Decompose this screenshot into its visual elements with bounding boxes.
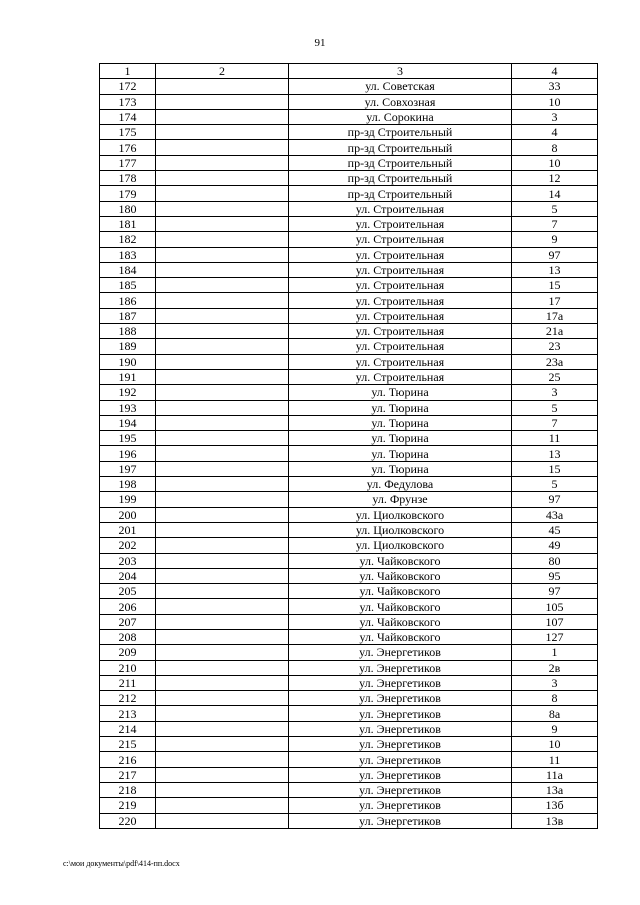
house-number: 45	[512, 522, 598, 537]
street-name: пр-зд Строительный	[289, 186, 512, 201]
table-row	[100, 247, 598, 262]
row-number: 182	[100, 232, 156, 247]
house-number: 80	[512, 553, 598, 568]
table-row	[100, 140, 598, 155]
house-number: 14	[512, 186, 598, 201]
empty-cell	[156, 400, 289, 415]
empty-cell	[156, 477, 289, 492]
house-number: 8	[512, 691, 598, 706]
street-name: ул. Совхозная	[289, 94, 512, 109]
house-number: 2в	[512, 660, 598, 675]
house-number: 15	[512, 278, 598, 293]
empty-cell	[156, 94, 289, 109]
table-row	[100, 201, 598, 216]
row-number: 174	[100, 109, 156, 124]
house-number: 23	[512, 339, 598, 354]
header-cell-2: 2	[156, 64, 289, 79]
empty-cell	[156, 308, 289, 323]
empty-cell	[156, 186, 289, 201]
row-number: 183	[100, 247, 156, 262]
house-number: 12	[512, 171, 598, 186]
house-number: 11а	[512, 767, 598, 782]
table-row	[100, 614, 598, 629]
house-number: 11	[512, 431, 598, 446]
row-number: 204	[100, 568, 156, 583]
row-number: 184	[100, 262, 156, 277]
empty-cell	[156, 507, 289, 522]
house-number: 3	[512, 675, 598, 690]
street-name: ул. Федулова	[289, 477, 512, 492]
table-row	[100, 737, 598, 752]
table-row	[100, 94, 598, 109]
street-name: ул. Тюрина	[289, 400, 512, 415]
house-number: 97	[512, 492, 598, 507]
street-name: ул. Строительная	[289, 262, 512, 277]
empty-cell	[156, 721, 289, 736]
street-name: ул. Чайковского	[289, 629, 512, 644]
street-name: ул. Чайковского	[289, 614, 512, 629]
house-number: 33	[512, 79, 598, 94]
house-number: 9	[512, 232, 598, 247]
house-number: 13а	[512, 782, 598, 797]
house-number: 13	[512, 446, 598, 461]
empty-cell	[156, 798, 289, 813]
empty-cell	[156, 813, 289, 828]
street-name: ул. Энергетиков	[289, 706, 512, 721]
row-number: 197	[100, 461, 156, 476]
row-number: 194	[100, 415, 156, 430]
table-row	[100, 171, 598, 186]
empty-cell	[156, 247, 289, 262]
empty-cell	[156, 369, 289, 384]
row-number: 220	[100, 813, 156, 828]
house-number: 9	[512, 721, 598, 736]
table-row	[100, 125, 598, 140]
table-row	[100, 568, 598, 583]
table-row	[100, 629, 598, 644]
empty-cell	[156, 354, 289, 369]
table-row	[100, 813, 598, 828]
street-name: ул. Строительная	[289, 247, 512, 262]
table-row	[100, 492, 598, 507]
house-number: 5	[512, 400, 598, 415]
empty-cell	[156, 645, 289, 660]
house-number: 13в	[512, 813, 598, 828]
empty-cell	[156, 782, 289, 797]
house-number: 127	[512, 629, 598, 644]
row-number: 192	[100, 385, 156, 400]
table-row	[100, 308, 598, 323]
row-number: 212	[100, 691, 156, 706]
street-name: ул. Тюрина	[289, 415, 512, 430]
table-row	[100, 400, 598, 415]
table-row	[100, 675, 598, 690]
empty-cell	[156, 385, 289, 400]
table-row	[100, 721, 598, 736]
table-row	[100, 522, 598, 537]
house-number: 7	[512, 415, 598, 430]
house-number: 95	[512, 568, 598, 583]
table-row	[100, 767, 598, 782]
street-name: ул. Энергетиков	[289, 675, 512, 690]
empty-cell	[156, 79, 289, 94]
table-row	[100, 584, 598, 599]
row-number: 209	[100, 645, 156, 660]
table-row	[100, 477, 598, 492]
empty-cell	[156, 737, 289, 752]
row-number: 173	[100, 94, 156, 109]
house-number: 1	[512, 645, 598, 660]
row-number: 191	[100, 369, 156, 384]
street-name: пр-зд Строительный	[289, 171, 512, 186]
street-name: ул. Циолковского	[289, 507, 512, 522]
house-number: 17а	[512, 308, 598, 323]
house-number: 97	[512, 247, 598, 262]
table-row	[100, 798, 598, 813]
row-number: 179	[100, 186, 156, 201]
empty-cell	[156, 675, 289, 690]
house-number: 10	[512, 155, 598, 170]
row-number: 207	[100, 614, 156, 629]
table-row	[100, 691, 598, 706]
row-number: 188	[100, 324, 156, 339]
street-name: ул. Чайковского	[289, 568, 512, 583]
row-number: 180	[100, 201, 156, 216]
empty-cell	[156, 538, 289, 553]
house-number: 5	[512, 201, 598, 216]
table-row	[100, 369, 598, 384]
row-number: 211	[100, 675, 156, 690]
street-name: ул. Строительная	[289, 278, 512, 293]
street-name: ул. Тюрина	[289, 431, 512, 446]
street-name: ул. Чайковского	[289, 599, 512, 614]
empty-cell	[156, 324, 289, 339]
street-name: ул. Энергетиков	[289, 752, 512, 767]
row-number: 201	[100, 522, 156, 537]
empty-cell	[156, 599, 289, 614]
table-row	[100, 79, 598, 94]
row-number: 195	[100, 431, 156, 446]
table-row	[100, 461, 598, 476]
street-name: ул. Строительная	[289, 201, 512, 216]
house-number: 8а	[512, 706, 598, 721]
empty-cell	[156, 201, 289, 216]
table-row	[100, 706, 598, 721]
street-name: ул. Энергетиков	[289, 737, 512, 752]
empty-cell	[156, 614, 289, 629]
row-number: 193	[100, 400, 156, 415]
row-number: 215	[100, 737, 156, 752]
row-number: 208	[100, 629, 156, 644]
table-row	[100, 109, 598, 124]
header-cell-1: 1	[100, 64, 156, 79]
street-name: ул. Энергетиков	[289, 691, 512, 706]
street-name: ул. Советская	[289, 79, 512, 94]
header-cell-4: 4	[512, 64, 598, 79]
table-row	[100, 599, 598, 614]
house-number: 43а	[512, 507, 598, 522]
street-name: ул. Строительная	[289, 216, 512, 231]
house-number: 3	[512, 385, 598, 400]
empty-cell	[156, 216, 289, 231]
street-name: ул. Чайковского	[289, 553, 512, 568]
row-number: 214	[100, 721, 156, 736]
table-row	[100, 354, 598, 369]
row-number: 186	[100, 293, 156, 308]
empty-cell	[156, 431, 289, 446]
address-table	[99, 63, 598, 829]
street-name: ул. Энергетиков	[289, 645, 512, 660]
row-number: 217	[100, 767, 156, 782]
empty-cell	[156, 752, 289, 767]
table-row	[100, 385, 598, 400]
empty-cell	[156, 691, 289, 706]
street-name: ул. Энергетиков	[289, 798, 512, 813]
house-number: 11	[512, 752, 598, 767]
street-name: пр-зд Строительный	[289, 155, 512, 170]
street-name: ул. Строительная	[289, 339, 512, 354]
row-number: 206	[100, 599, 156, 614]
table-header-row	[100, 64, 598, 79]
street-name: ул. Тюрина	[289, 446, 512, 461]
row-number: 189	[100, 339, 156, 354]
table-row	[100, 232, 598, 247]
street-name: ул. Строительная	[289, 293, 512, 308]
house-number: 13б	[512, 798, 598, 813]
table-row	[100, 538, 598, 553]
house-number: 97	[512, 584, 598, 599]
empty-cell	[156, 262, 289, 277]
house-number: 10	[512, 94, 598, 109]
row-number: 172	[100, 79, 156, 94]
empty-cell	[156, 461, 289, 476]
empty-cell	[156, 109, 289, 124]
row-number: 176	[100, 140, 156, 155]
file-path-footer: c:\мои документы\pdf\414-пп.docx	[63, 859, 180, 868]
house-number: 23а	[512, 354, 598, 369]
house-number: 8	[512, 140, 598, 155]
row-number: 203	[100, 553, 156, 568]
table-row	[100, 155, 598, 170]
empty-cell	[156, 584, 289, 599]
header-cell-3: 3	[289, 64, 512, 79]
empty-cell	[156, 232, 289, 247]
street-name: ул. Тюрина	[289, 461, 512, 476]
street-name: ул. Строительная	[289, 354, 512, 369]
street-name: ул. Энергетиков	[289, 721, 512, 736]
empty-cell	[156, 171, 289, 186]
table-row	[100, 186, 598, 201]
table-body	[100, 64, 598, 829]
row-number: 200	[100, 507, 156, 522]
empty-cell	[156, 125, 289, 140]
row-number: 218	[100, 782, 156, 797]
house-number: 3	[512, 109, 598, 124]
house-number: 4	[512, 125, 598, 140]
empty-cell	[156, 660, 289, 675]
empty-cell	[156, 155, 289, 170]
table-row	[100, 752, 598, 767]
empty-cell	[156, 293, 289, 308]
row-number: 177	[100, 155, 156, 170]
empty-cell	[156, 767, 289, 782]
table-row	[100, 262, 598, 277]
row-number: 205	[100, 584, 156, 599]
row-number: 175	[100, 125, 156, 140]
house-number: 7	[512, 216, 598, 231]
empty-cell	[156, 568, 289, 583]
street-name: ул. Строительная	[289, 369, 512, 384]
table-row	[100, 216, 598, 231]
house-number: 17	[512, 293, 598, 308]
empty-cell	[156, 522, 289, 537]
row-number: 185	[100, 278, 156, 293]
street-name: ул. Энергетиков	[289, 767, 512, 782]
house-number: 21а	[512, 324, 598, 339]
house-number: 13	[512, 262, 598, 277]
street-name: ул. Строительная	[289, 308, 512, 323]
row-number: 196	[100, 446, 156, 461]
street-name: ул. Энергетиков	[289, 660, 512, 675]
street-name: пр-зд Строительный	[289, 140, 512, 155]
street-name: пр-зд Строительный	[289, 125, 512, 140]
row-number: 198	[100, 477, 156, 492]
street-name: ул. Циолковского	[289, 522, 512, 537]
house-number: 105	[512, 599, 598, 614]
table-row	[100, 339, 598, 354]
street-name: ул. Энергетиков	[289, 813, 512, 828]
empty-cell	[156, 629, 289, 644]
page-number: 91	[314, 37, 326, 49]
empty-cell	[156, 446, 289, 461]
table-row	[100, 507, 598, 522]
street-name: ул. Строительная	[289, 232, 512, 247]
empty-cell	[156, 339, 289, 354]
row-number: 190	[100, 354, 156, 369]
empty-cell	[156, 278, 289, 293]
street-name: ул. Фрунзе	[289, 492, 512, 507]
empty-cell	[156, 492, 289, 507]
table-row	[100, 446, 598, 461]
row-number: 210	[100, 660, 156, 675]
street-name: ул. Энергетиков	[289, 782, 512, 797]
row-number: 187	[100, 308, 156, 323]
empty-cell	[156, 553, 289, 568]
street-name: ул. Циолковского	[289, 538, 512, 553]
table-row	[100, 782, 598, 797]
table-row	[100, 415, 598, 430]
table-row	[100, 645, 598, 660]
table-row	[100, 431, 598, 446]
empty-cell	[156, 140, 289, 155]
table-row	[100, 324, 598, 339]
row-number: 202	[100, 538, 156, 553]
row-number: 181	[100, 216, 156, 231]
street-name: ул. Строительная	[289, 324, 512, 339]
table-row	[100, 553, 598, 568]
row-number: 178	[100, 171, 156, 186]
empty-cell	[156, 415, 289, 430]
house-number: 49	[512, 538, 598, 553]
house-number: 10	[512, 737, 598, 752]
street-name: ул. Тюрина	[289, 385, 512, 400]
street-name: ул. Чайковского	[289, 584, 512, 599]
table-row	[100, 660, 598, 675]
house-number: 107	[512, 614, 598, 629]
house-number: 15	[512, 461, 598, 476]
row-number: 219	[100, 798, 156, 813]
house-number: 5	[512, 477, 598, 492]
table-row	[100, 293, 598, 308]
row-number: 216	[100, 752, 156, 767]
row-number: 199	[100, 492, 156, 507]
table-row	[100, 278, 598, 293]
empty-cell	[156, 706, 289, 721]
house-number: 25	[512, 369, 598, 384]
row-number: 213	[100, 706, 156, 721]
street-name: ул. Сорокина	[289, 109, 512, 124]
